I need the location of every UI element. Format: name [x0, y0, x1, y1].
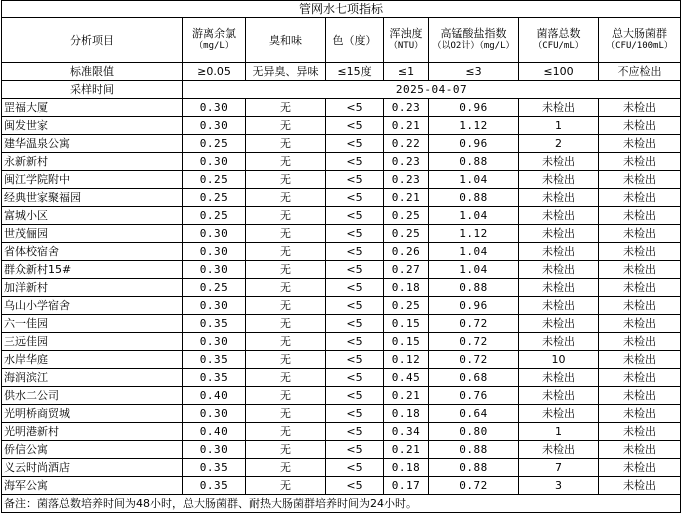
header-unit-label: （CFU/100mL） — [606, 41, 673, 51]
table-cell: 0.26 — [384, 243, 429, 261]
table-cell: 未检出 — [519, 261, 599, 279]
table-row — [2, 423, 681, 441]
table-cell: 未检出 — [519, 297, 599, 315]
table-cell: 0.72 — [429, 351, 519, 369]
table-row — [2, 117, 681, 135]
table-cell: 未检出 — [599, 441, 681, 459]
table-cell: 0.72 — [429, 477, 519, 495]
table-cell: <5 — [326, 207, 384, 225]
table-cell: 无 — [246, 333, 326, 351]
table-row — [2, 279, 681, 297]
table-cell: 1 — [519, 423, 599, 441]
table-cell: 未检出 — [599, 351, 681, 369]
table-cell: 0.21 — [384, 117, 429, 135]
table-cell: 未检出 — [519, 189, 599, 207]
table-cell: <5 — [326, 279, 384, 297]
table-cell: 0.40 — [183, 387, 246, 405]
table-cell: 1.04 — [429, 243, 519, 261]
table-row — [2, 333, 681, 351]
table-cell: <5 — [326, 441, 384, 459]
header-main-label: 浑浊度 — [389, 27, 423, 40]
header-item — [2, 18, 183, 63]
table-cell: 未检出 — [519, 225, 599, 243]
table-cell: 0.25 — [384, 225, 429, 243]
header-unit-label: （CFU/mL） — [533, 41, 584, 51]
table-cell: 无 — [246, 405, 326, 423]
table-cell: 0.45 — [384, 369, 429, 387]
table-cell: 0.30 — [183, 243, 246, 261]
table-cell: 未检出 — [519, 315, 599, 333]
table-cell: 1.12 — [429, 117, 519, 135]
table-cell: 0.35 — [183, 351, 246, 369]
water-quality-table — [1, 0, 681, 513]
standard-value: ≥0.05 — [183, 63, 246, 81]
table-row — [2, 477, 681, 495]
table-cell: <5 — [326, 297, 384, 315]
table-cell: 未检出 — [599, 261, 681, 279]
table-row — [2, 135, 681, 153]
site-name: 群众新村15# — [2, 261, 183, 279]
site-name: 海润滨江 — [2, 369, 183, 387]
table-cell: 无 — [246, 171, 326, 189]
header-main-label: 总大肠菌群 — [612, 27, 667, 40]
standard-value: ≤100 — [519, 63, 599, 81]
site-name: 永新新村 — [2, 153, 183, 171]
table-cell: 未检出 — [519, 333, 599, 351]
table-cell: 0.22 — [384, 135, 429, 153]
table-cell: 未检出 — [599, 189, 681, 207]
table-row — [2, 315, 681, 333]
header-unit-label: （NTU） — [388, 41, 424, 51]
table-cell: 无 — [246, 135, 326, 153]
site-name: 光明桥商贸城 — [2, 405, 183, 423]
table-cell: 未检出 — [599, 153, 681, 171]
table-cell: 未检出 — [519, 441, 599, 459]
table-cell: 未检出 — [599, 243, 681, 261]
table-cell: 未检出 — [599, 387, 681, 405]
standard-value: ≤3 — [429, 63, 519, 81]
site-name: 富城小区 — [2, 207, 183, 225]
header-main-label: 色（度） — [332, 33, 377, 47]
table-cell: 0.30 — [183, 405, 246, 423]
table-cell: 0.25 — [183, 189, 246, 207]
table-cell: <5 — [326, 387, 384, 405]
header-odor — [246, 18, 326, 63]
table-cell: <5 — [326, 315, 384, 333]
table-cell: 未检出 — [599, 405, 681, 423]
table-cell: 未检出 — [599, 207, 681, 225]
table-cell: 7 — [519, 459, 599, 477]
table-cell: 0.30 — [183, 153, 246, 171]
table-cell: 0.18 — [384, 459, 429, 477]
table-row — [2, 99, 681, 117]
table-cell: 无 — [246, 99, 326, 117]
table-cell: 0.34 — [384, 423, 429, 441]
table-cell: 0.30 — [183, 117, 246, 135]
table-cell: 0.18 — [384, 405, 429, 423]
table-cell: 0.72 — [429, 333, 519, 351]
table-cell: 无 — [246, 225, 326, 243]
table-cell: 0.12 — [384, 351, 429, 369]
table-cell: 无 — [246, 477, 326, 495]
table-cell: 0.30 — [183, 441, 246, 459]
standard-value: ≤15度 — [326, 63, 384, 81]
table-cell: 无 — [246, 207, 326, 225]
table-cell: 0.30 — [183, 297, 246, 315]
table-cell: 未检出 — [519, 153, 599, 171]
table-cell: 无 — [246, 189, 326, 207]
header-permanganate — [429, 18, 519, 63]
table-cell: 0.25 — [183, 135, 246, 153]
table-cell: 无 — [246, 459, 326, 477]
table-row — [2, 351, 681, 369]
table-cell: <5 — [326, 477, 384, 495]
table-cell: <5 — [326, 369, 384, 387]
table-cell: 0.15 — [384, 315, 429, 333]
table-row — [2, 189, 681, 207]
header-main-label: 分析项目 — [70, 33, 114, 47]
table-cell: <5 — [326, 243, 384, 261]
table-cell: 未检出 — [599, 225, 681, 243]
standard-value: 无异臭、异味 — [246, 63, 326, 81]
table-title: 管网水七项指标 — [2, 1, 681, 18]
table-cell: 无 — [246, 261, 326, 279]
header-unit-label: （mg/L） — [194, 41, 234, 51]
header-free-chlorine — [183, 18, 246, 63]
table-cell: 1 — [519, 117, 599, 135]
table-cell: 1.04 — [429, 261, 519, 279]
table-cell: 无 — [246, 441, 326, 459]
table-cell: 未检出 — [599, 171, 681, 189]
table-cell: 0.30 — [183, 333, 246, 351]
table-cell: <5 — [326, 333, 384, 351]
table-cell: 0.35 — [183, 459, 246, 477]
table-cell: 0.88 — [429, 459, 519, 477]
table-cell: 未检出 — [519, 369, 599, 387]
table-cell: 无 — [246, 279, 326, 297]
table-cell: 0.96 — [429, 135, 519, 153]
table-cell: 1.04 — [429, 207, 519, 225]
table-cell: 0.25 — [183, 171, 246, 189]
table-cell: 无 — [246, 315, 326, 333]
table-cell: 无 — [246, 369, 326, 387]
table-cell: 0.30 — [183, 99, 246, 117]
table-cell: 0.76 — [429, 387, 519, 405]
table-cell: 未检出 — [519, 207, 599, 225]
site-name: 世茂俪园 — [2, 225, 183, 243]
table-cell: 未检出 — [599, 135, 681, 153]
table-cell: 10 — [519, 351, 599, 369]
table-cell: 0.40 — [183, 423, 246, 441]
table-cell: 0.72 — [429, 315, 519, 333]
header-color — [326, 18, 384, 63]
sample-date: 2025-04-07 — [183, 81, 681, 99]
table-cell: <5 — [326, 189, 384, 207]
table-cell: 未检出 — [599, 117, 681, 135]
table-cell: 0.35 — [183, 477, 246, 495]
table-cell: 0.21 — [384, 387, 429, 405]
table-cell: 0.21 — [384, 441, 429, 459]
table-cell: 未检出 — [599, 369, 681, 387]
table-cell: 无 — [246, 297, 326, 315]
table-cell: 0.88 — [429, 441, 519, 459]
table-cell: <5 — [326, 99, 384, 117]
table-cell: 0.68 — [429, 369, 519, 387]
table-row — [2, 153, 681, 171]
table-cell: <5 — [326, 135, 384, 153]
table-cell: 未检出 — [599, 423, 681, 441]
table-cell: 0.25 — [384, 297, 429, 315]
table-cell: 未检出 — [599, 333, 681, 351]
table-cell: 0.15 — [384, 333, 429, 351]
header-turbidity — [384, 18, 429, 63]
table-cell: <5 — [326, 117, 384, 135]
table-cell: 0.17 — [384, 477, 429, 495]
table-cell: 无 — [246, 387, 326, 405]
site-name: 义云时尚酒店 — [2, 459, 183, 477]
table-cell: 未检出 — [599, 459, 681, 477]
table-cell: 0.27 — [384, 261, 429, 279]
table-cell: 无 — [246, 117, 326, 135]
table-cell: <5 — [326, 351, 384, 369]
table-cell: 0.30 — [183, 261, 246, 279]
table-cell: 未检出 — [519, 99, 599, 117]
table-cell: 3 — [519, 477, 599, 495]
sample-time-label: 采样时间 — [2, 81, 183, 99]
table-row — [2, 243, 681, 261]
table-cell: 0.64 — [429, 405, 519, 423]
table-row — [2, 369, 681, 387]
site-name: 供水二公司 — [2, 387, 183, 405]
site-name: 水岸华庭 — [2, 351, 183, 369]
site-name: 罡福大厦 — [2, 99, 183, 117]
table-cell: 0.23 — [384, 171, 429, 189]
table-cell: 1.04 — [429, 171, 519, 189]
table-cell: <5 — [326, 423, 384, 441]
table-cell: 0.25 — [183, 279, 246, 297]
table-cell: 0.80 — [429, 423, 519, 441]
table-cell: 未检出 — [519, 387, 599, 405]
site-name: 闽发世家 — [2, 117, 183, 135]
standard-label: 标准限值 — [2, 63, 183, 81]
header-main-label: 臭和味 — [269, 33, 302, 47]
table-cell: <5 — [326, 171, 384, 189]
footnote: 备注：菌落总数培养时间为48小时，总大肠菌群、耐热大肠菌群培养时间为24小时。 — [2, 495, 681, 513]
table-cell: 0.35 — [183, 315, 246, 333]
site-name: 经典世家聚福园 — [2, 189, 183, 207]
table-cell: 0.96 — [429, 99, 519, 117]
table-cell: <5 — [326, 261, 384, 279]
site-name: 三远佳园 — [2, 333, 183, 351]
site-name: 乌山小学宿舍 — [2, 297, 183, 315]
table-row — [2, 171, 681, 189]
table-row — [2, 297, 681, 315]
table-cell: 1.12 — [429, 225, 519, 243]
table-cell: 0.88 — [429, 153, 519, 171]
table-row — [2, 459, 681, 477]
table-cell: 0.21 — [384, 189, 429, 207]
table-cell: <5 — [326, 459, 384, 477]
table-cell: 未检出 — [519, 279, 599, 297]
site-name: 闽江学院附中 — [2, 171, 183, 189]
site-name: 建华温泉公寓 — [2, 135, 183, 153]
table-cell: 未检出 — [599, 279, 681, 297]
table-cell: 0.30 — [183, 225, 246, 243]
site-name: 光明港新村 — [2, 423, 183, 441]
table-cell: 未检出 — [519, 405, 599, 423]
table-cell: 0.25 — [183, 207, 246, 225]
table-row — [2, 441, 681, 459]
table-cell: 0.23 — [384, 99, 429, 117]
table-cell: 0.96 — [429, 297, 519, 315]
table-cell: 未检出 — [519, 243, 599, 261]
table-row — [2, 225, 681, 243]
site-name: 六一佳园 — [2, 315, 183, 333]
table-cell: 未检出 — [519, 171, 599, 189]
header-unit-label: （以O2计）（mg/L） — [432, 41, 515, 51]
site-name: 省体校宿舍 — [2, 243, 183, 261]
site-name: 海军公寓 — [2, 477, 183, 495]
table-cell: 未检出 — [599, 99, 681, 117]
table-row — [2, 405, 681, 423]
table-cell: <5 — [326, 405, 384, 423]
site-name: 侨信公寓 — [2, 441, 183, 459]
header-main-label: 游离余氯 — [192, 27, 236, 40]
table-cell: <5 — [326, 225, 384, 243]
table-cell: 未检出 — [599, 477, 681, 495]
table-row — [2, 387, 681, 405]
table-cell: <5 — [326, 153, 384, 171]
table-row — [2, 261, 681, 279]
table-cell: 0.88 — [429, 189, 519, 207]
table-row — [2, 207, 681, 225]
site-name: 加洋新村 — [2, 279, 183, 297]
table-cell: 未检出 — [599, 315, 681, 333]
header-main-label: 菌落总数 — [536, 27, 581, 40]
table-cell: 0.35 — [183, 369, 246, 387]
table-cell: 未检出 — [599, 297, 681, 315]
table-cell: 0.23 — [384, 153, 429, 171]
header-main-label: 高锰酸盐指数 — [440, 27, 507, 40]
table-cell: 无 — [246, 423, 326, 441]
table-cell: 无 — [246, 351, 326, 369]
table-cell: 无 — [246, 243, 326, 261]
table-cell: 0.25 — [384, 207, 429, 225]
standard-value: 不应检出 — [599, 63, 681, 81]
header-coliform — [599, 18, 681, 63]
table-cell: 2 — [519, 135, 599, 153]
table-cell: 0.88 — [429, 279, 519, 297]
table-cell: 无 — [246, 153, 326, 171]
table-cell: 0.18 — [384, 279, 429, 297]
header-colony-count — [519, 18, 599, 63]
standard-value: ≤1 — [384, 63, 429, 81]
